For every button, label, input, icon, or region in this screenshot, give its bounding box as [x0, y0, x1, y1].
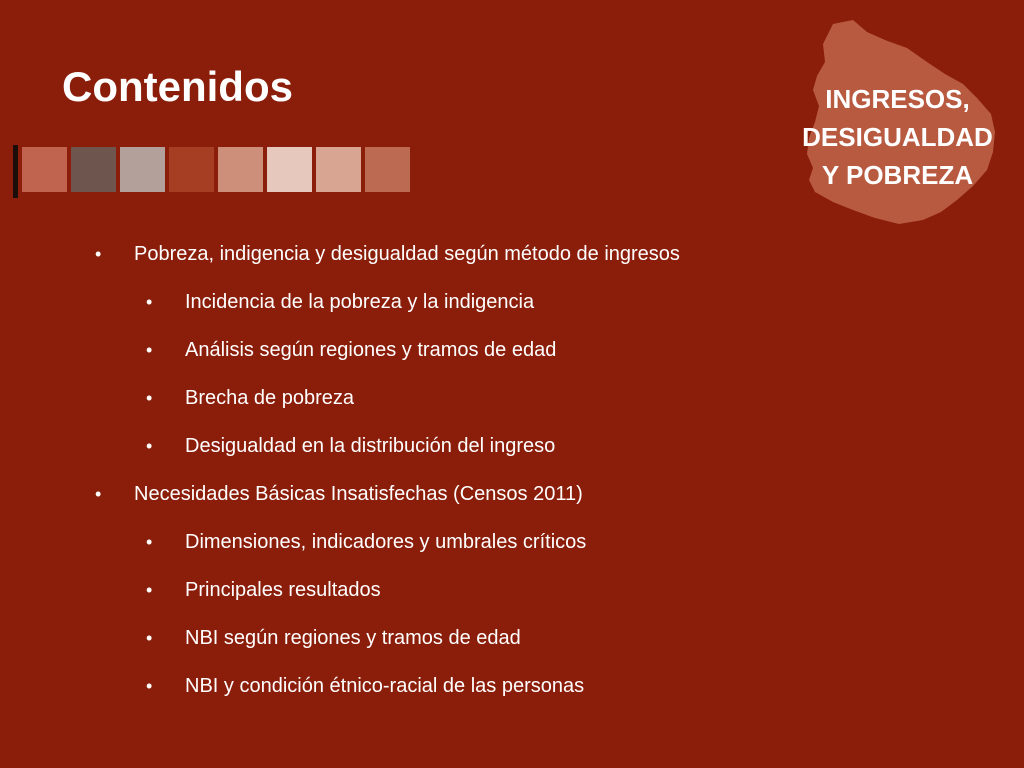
- content-list: [0, 230, 1024, 710]
- swatch-row: [22, 145, 410, 192]
- list-item: [0, 566, 1024, 614]
- color-swatch: [169, 147, 214, 192]
- logo-line-2: DESIGUALDAD: [802, 122, 993, 152]
- list-item-text: Análisis según regiones y tramos de edad: [185, 339, 557, 361]
- color-swatch: [218, 147, 263, 192]
- color-swatch: [267, 147, 312, 192]
- list-item: [0, 278, 1024, 326]
- list-item-text: Incidencia de la pobreza y la indigencia: [185, 291, 535, 313]
- bullet-icon: •: [146, 340, 153, 360]
- list-item-text: NBI según regiones y tramos de edad: [185, 627, 521, 649]
- color-swatch: [365, 147, 410, 192]
- list-item-text: Necesidades Básicas Insatisfechas (Censos 2011): [134, 483, 583, 505]
- color-swatch: [316, 147, 361, 192]
- color-swatch: [22, 147, 67, 192]
- bullet-icon: •: [95, 484, 102, 504]
- list-item-text: Dimensiones, indicadores y umbrales críticos: [185, 531, 587, 553]
- bullet-icon: •: [95, 244, 102, 264]
- bullet-icon: •: [146, 292, 153, 312]
- list-item: [0, 614, 1024, 662]
- list-item-text: NBI y condición étnico-racial de las personas: [185, 675, 585, 697]
- bullet-icon: •: [146, 580, 153, 600]
- list-item: [0, 326, 1024, 374]
- list-item-text: Principales resultados: [185, 579, 381, 601]
- list-item: [0, 374, 1024, 422]
- list-item: [0, 230, 1024, 278]
- bullet-icon: •: [146, 532, 153, 552]
- list-item: [0, 518, 1024, 566]
- list-item: [0, 662, 1024, 710]
- list-item: [0, 422, 1024, 470]
- bullet-icon: •: [146, 676, 153, 696]
- list-item: [0, 470, 1024, 518]
- list-item-text: Pobreza, indigencia y desigualdad según método de ingresos: [134, 243, 680, 265]
- logo-text: [795, 80, 1000, 194]
- color-swatch: [71, 147, 116, 192]
- list-item-text: Desigualdad en la distribución del ingreso: [185, 435, 556, 457]
- color-swatch-bar: [13, 145, 410, 198]
- list-item-text: Brecha de pobreza: [185, 387, 355, 409]
- logo-line-1: INGRESOS,: [825, 84, 970, 114]
- report-logo: [795, 18, 1010, 228]
- bullet-icon: •: [146, 388, 153, 408]
- slide-title: Contenidos: [62, 63, 293, 110]
- swatch-accent-line: [13, 145, 18, 198]
- bullet-icon: •: [146, 628, 153, 648]
- color-swatch: [120, 147, 165, 192]
- bullet-icon: •: [146, 436, 153, 456]
- logo-line-3: Y POBREZA: [821, 160, 974, 190]
